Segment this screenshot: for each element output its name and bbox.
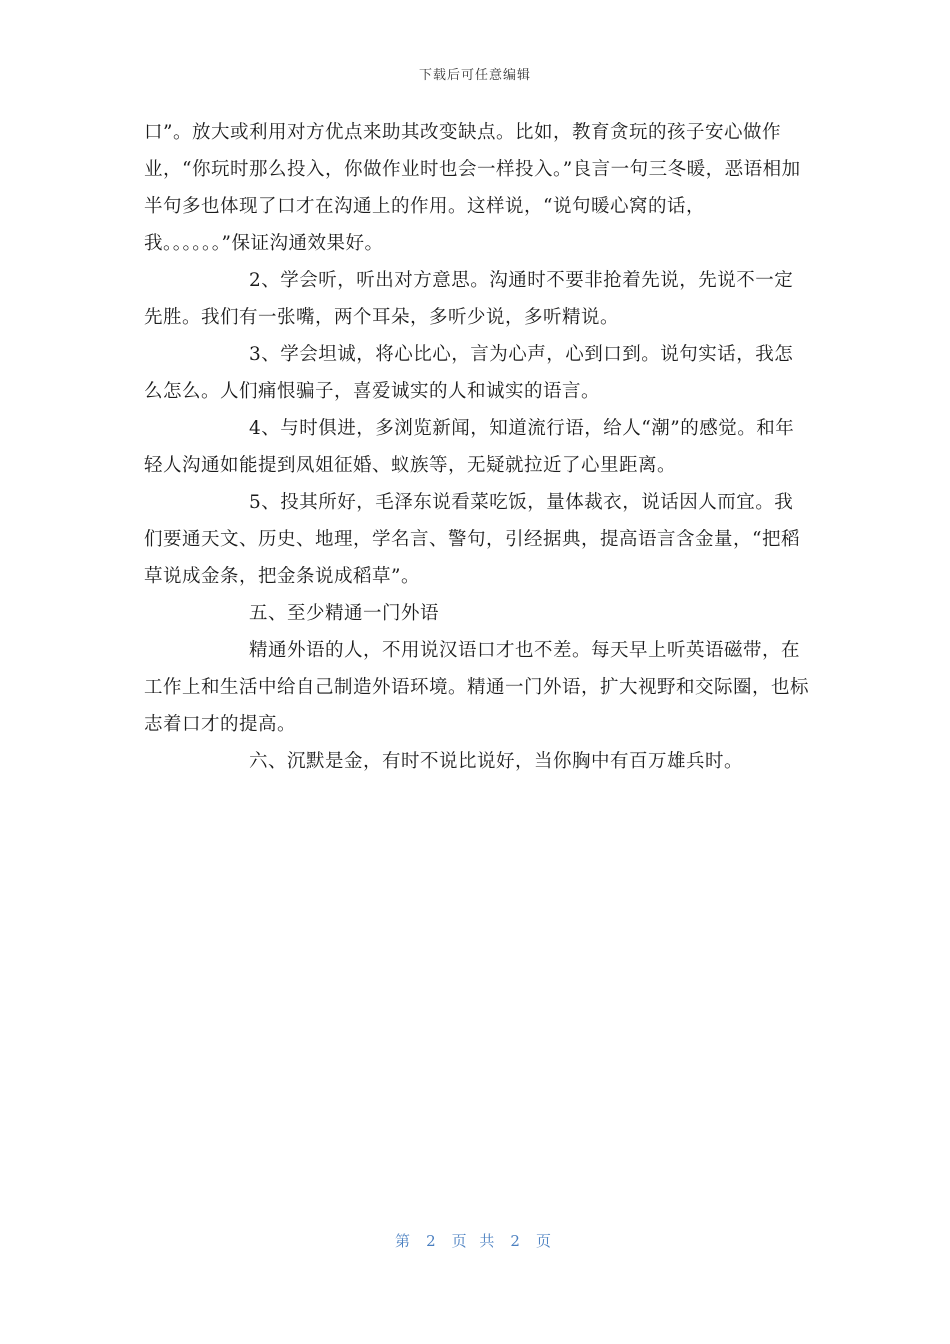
- footer-label-page: 第: [395, 1232, 415, 1250]
- page-footer: [0, 1230, 950, 1251]
- section-heading-5: 五、至少精通一门外语: [249, 603, 440, 624]
- document-body: [144, 114, 810, 780]
- paragraph-point-3: 3、学会坦诚，将心比心，言为心声，心到口到。说句实话，我怎么怎么。人们痛恨骗子，喜爱诚实的人和诚实的语言。: [144, 344, 794, 402]
- paragraph-point-5: 5、投其所好，毛泽东说看菜吃饭，量体裁衣，说话因人而宜。我们要通天文、历史、地理，学名言、警句，引经据典，提高语言含金量，“把稻草说成金条，把金条说成稻草”。: [144, 492, 800, 587]
- paragraph-point-2: 2、学会听，听出对方意思。沟通时不要非抢着先说，先说不一定先胜。我们有一张嘴，两个耳朵，多听少说，多听精说。: [144, 270, 794, 328]
- footer-label-of: 页 共: [451, 1232, 499, 1250]
- footer-total-pages: 2: [510, 1232, 524, 1250]
- page-header: 下载后可任意编辑: [418, 68, 531, 83]
- footer-current-page: 2: [426, 1232, 440, 1250]
- footer-label-end: 页: [535, 1232, 555, 1250]
- paragraph-continuation: 口”。放大或利用对方优点来助其改变缺点。比如，教育贪玩的孩子安心做作业，“你玩时那么投入，你做作业时也会一样投入。”良言一句三冬暖，恶语相加半句多也体现了口才在沟通上的作用。这样说，“说句暖心窝的话，我。。。。。。”保证沟通效果好。: [144, 122, 801, 254]
- paragraph-point-4: 4、与时俱进，多浏览新闻，知道流行语，给人“潮”的感觉。和年轻人沟通如能提到凤姐征婚、蚁族等，无疑就拉近了心里距离。: [144, 418, 795, 476]
- paragraph-foreign-language: 精通外语的人，不用说汉语口才也不差。每天早上听英语磁带，在工作上和生活中给自己制造外语环境。精通一门外语，扩大视野和交际圈，也标志着口才的提高。: [144, 640, 810, 735]
- section-heading-6: 六、沉默是金，有时不说比说好，当你胸中有百万雄兵时。: [249, 751, 744, 772]
